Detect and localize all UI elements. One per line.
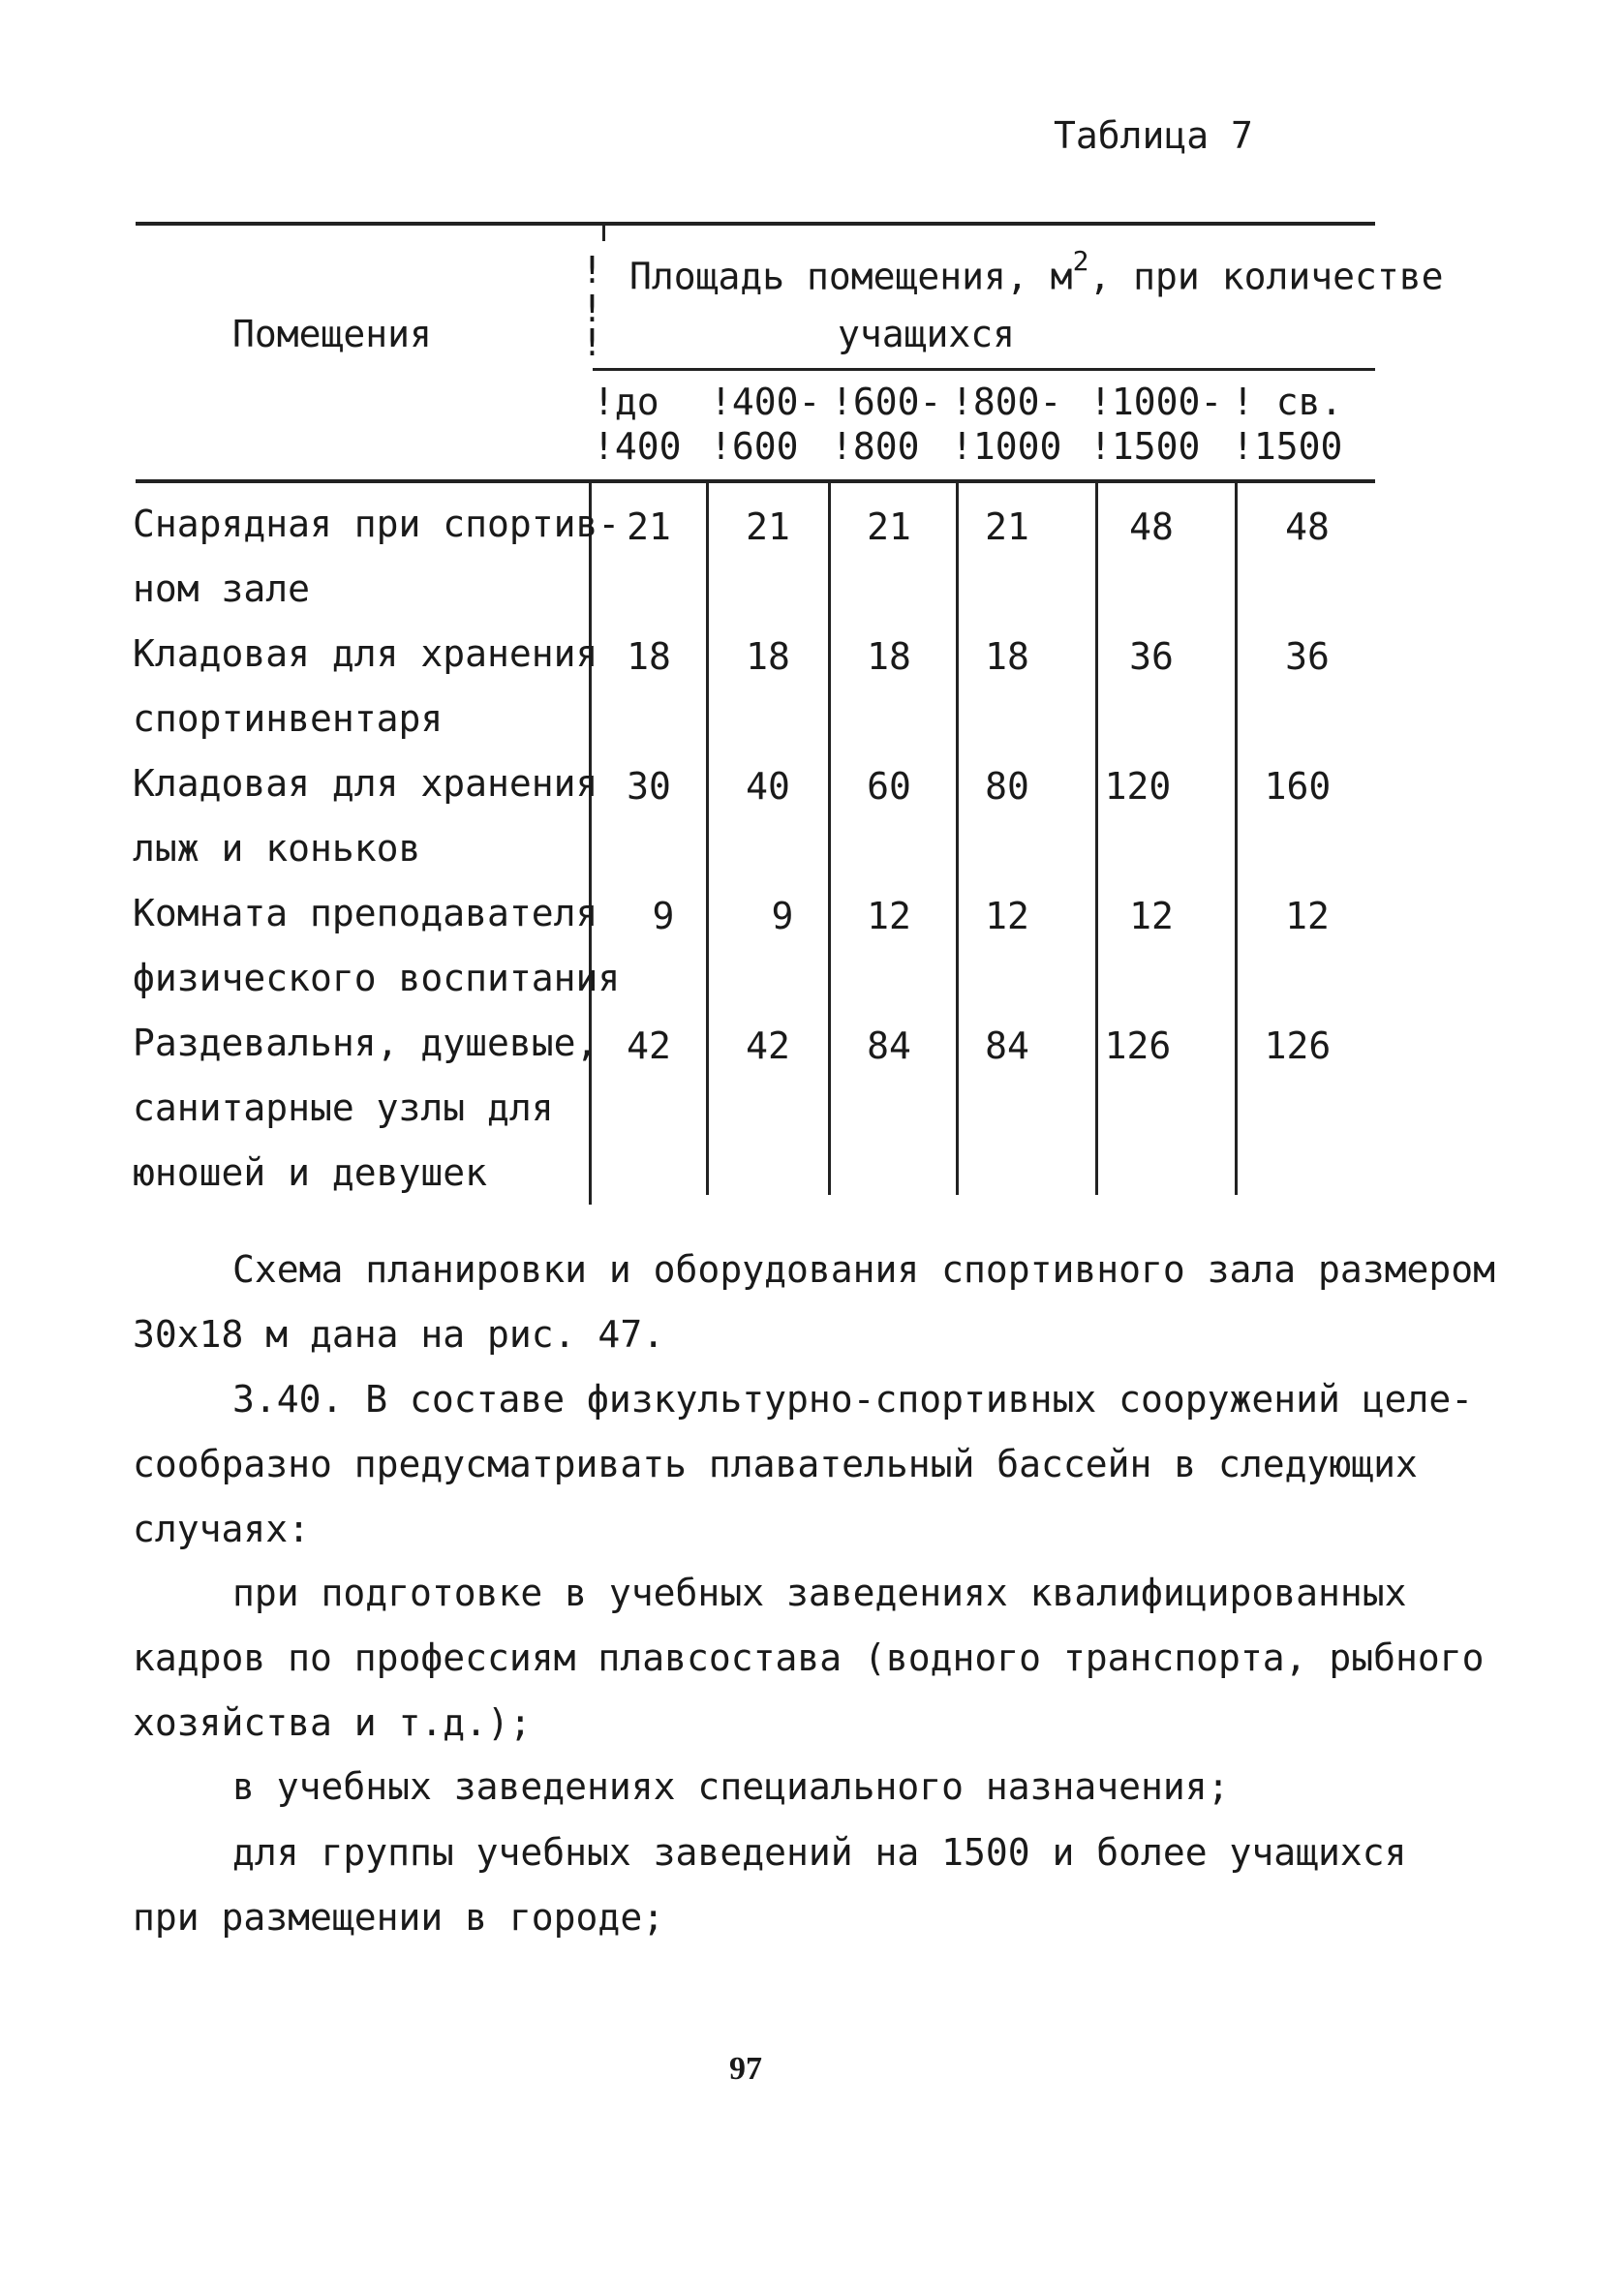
paragraph-line: 30х18 м дана на рис. 47. xyxy=(133,1313,665,1356)
table-cell: 36 xyxy=(1129,635,1174,678)
row-label-line: ном зале xyxy=(133,567,311,610)
col-divider xyxy=(828,483,831,1195)
header-exclaim: ! xyxy=(581,288,603,330)
row-label-line: Комната преподавателя xyxy=(133,892,598,934)
table-cell: 9 xyxy=(771,895,794,937)
table-cell: 21 xyxy=(627,505,671,548)
paragraph-line: сообразно предусматривать плавательный бассейн в следующих xyxy=(133,1443,1418,1485)
header-bottom-rule xyxy=(136,479,1375,483)
col-header-students: учащихся xyxy=(838,313,1016,355)
col-header-rooms: Помещения xyxy=(232,313,432,355)
paragraph-line: 3.40. В составе физкультурно-спортивных сооружений целе- xyxy=(232,1378,1474,1421)
table-cell: 21 xyxy=(746,505,790,548)
subcol-header-line2: 600 xyxy=(731,425,799,468)
table-cell: 48 xyxy=(1285,505,1330,548)
row-label-line: спортинвентаря xyxy=(133,697,444,740)
table-cell: 84 xyxy=(985,1024,1029,1067)
header-exclaim: ! xyxy=(581,321,603,364)
subcol-header: !до xyxy=(593,381,659,423)
paragraph xyxy=(133,1367,1473,1562)
subcol-header: !800 xyxy=(831,425,920,468)
subcol-header-line1: 800- xyxy=(972,381,1062,423)
col-header-area xyxy=(629,245,1444,298)
subcol-header: !600 xyxy=(710,425,799,468)
col-header-area-tail: , при количестве xyxy=(1088,255,1444,298)
table-caption: Таблица 7 xyxy=(1054,114,1253,157)
subcol-header: ! св. xyxy=(1232,381,1343,423)
table-cell: 84 xyxy=(867,1024,911,1067)
table-cell: 36 xyxy=(1285,635,1330,678)
row-label-line: санитарные узлы для xyxy=(133,1086,554,1129)
paragraph-line: хозяйства и т.д.); xyxy=(133,1701,532,1744)
col-divider xyxy=(1235,483,1238,1195)
table-cell: 60 xyxy=(867,765,911,808)
table-cell: 12 xyxy=(867,895,911,937)
subheader-rule xyxy=(593,368,1375,371)
table-cell: 12 xyxy=(985,895,1029,937)
col-header-area-text: Площадь помещения, м xyxy=(629,255,1073,298)
paragraph-line: случаях: xyxy=(133,1508,311,1550)
table-cell: 9 xyxy=(652,895,675,937)
table-cell: 30 xyxy=(627,765,671,808)
subcol-header-line2: 400 xyxy=(614,425,682,468)
row-label-line: Снарядная при спортив- xyxy=(133,503,621,545)
subcol-header-line1: 400- xyxy=(731,381,821,423)
paragraph-line: при подготовке в учебных заведениях квалифицированных xyxy=(232,1572,1407,1614)
row-label-line: лыж и коньков xyxy=(133,827,421,870)
col-divider xyxy=(1095,483,1098,1195)
subcol-header-line1: св. xyxy=(1275,381,1343,423)
table-cell: 12 xyxy=(1129,895,1174,937)
row-label-line: юношей и девушек xyxy=(133,1151,488,1194)
paragraph-line: при размещении в городе; xyxy=(133,1896,665,1939)
paragraph xyxy=(133,1820,1407,1950)
subcol-header: !400 xyxy=(593,425,682,468)
table-cell: 80 xyxy=(985,765,1029,808)
subcol-header: !1500 xyxy=(1232,425,1343,468)
table-cell: 48 xyxy=(1129,505,1174,548)
paragraph xyxy=(133,1561,1485,1756)
col-header-area-sup: 2 xyxy=(1072,245,1089,277)
row-label-line: физического воспитания xyxy=(133,957,621,999)
table-cell: 21 xyxy=(985,505,1029,548)
table-cell: 18 xyxy=(746,635,790,678)
subcol-header: !600- xyxy=(831,381,942,423)
subcol-header: !1000- xyxy=(1089,381,1223,423)
paragraph-line: в учебных заведениях специального назначения; xyxy=(232,1765,1230,1808)
paragraph-line: кадров по профессиям плавсостава (водного транспорта, рыбного xyxy=(133,1636,1485,1679)
table-cell: 42 xyxy=(627,1024,671,1067)
subcol-header-line2: 800 xyxy=(852,425,920,468)
subcol-header: !400- xyxy=(710,381,821,423)
paragraph-line: Схема планировки и оборудования спортивного зала размером xyxy=(232,1248,1496,1291)
table-top-rule xyxy=(136,222,1375,226)
row-label-line: Кладовая для хранения xyxy=(133,762,598,805)
header-exclaim: ! xyxy=(581,249,603,291)
subcol-header-line1: 600- xyxy=(852,381,942,423)
subcol-header-line2: 1000 xyxy=(972,425,1062,468)
header-divider xyxy=(602,222,605,241)
col-divider xyxy=(706,483,709,1195)
page-number: 97 xyxy=(729,2051,762,2087)
subcol-header: !1000 xyxy=(951,425,1062,468)
subcol-header: !800- xyxy=(951,381,1062,423)
subcol-header: !1500 xyxy=(1089,425,1201,468)
table-cell: 120 xyxy=(1104,765,1172,808)
paragraph xyxy=(133,1238,1495,1367)
subcol-header-line2: 1500 xyxy=(1253,425,1343,468)
table-cell: 40 xyxy=(746,765,790,808)
table-cell: 18 xyxy=(867,635,911,678)
table-cell: 42 xyxy=(746,1024,790,1067)
row-label-line: Раздевальня, душевые, xyxy=(133,1022,598,1064)
subcol-header-line2: 1500 xyxy=(1111,425,1201,468)
row-label xyxy=(133,492,620,1206)
paragraph-line: для группы учебных заведений на 1500 и более учащихся xyxy=(232,1831,1407,1874)
table-cell: 12 xyxy=(1285,895,1330,937)
col-divider xyxy=(956,483,959,1195)
row-label-line: Кладовая для хранения xyxy=(133,632,598,675)
subcol-header-line1: до xyxy=(614,381,659,423)
subcol-header-line1: 1000- xyxy=(1111,381,1223,423)
table-cell: 18 xyxy=(627,635,671,678)
paragraph xyxy=(133,1755,1230,1819)
table-cell: 126 xyxy=(1104,1024,1172,1067)
table-cell: 126 xyxy=(1264,1024,1332,1067)
table-cell: 18 xyxy=(985,635,1029,678)
table-cell: 21 xyxy=(867,505,911,548)
table-cell: 160 xyxy=(1264,765,1332,808)
